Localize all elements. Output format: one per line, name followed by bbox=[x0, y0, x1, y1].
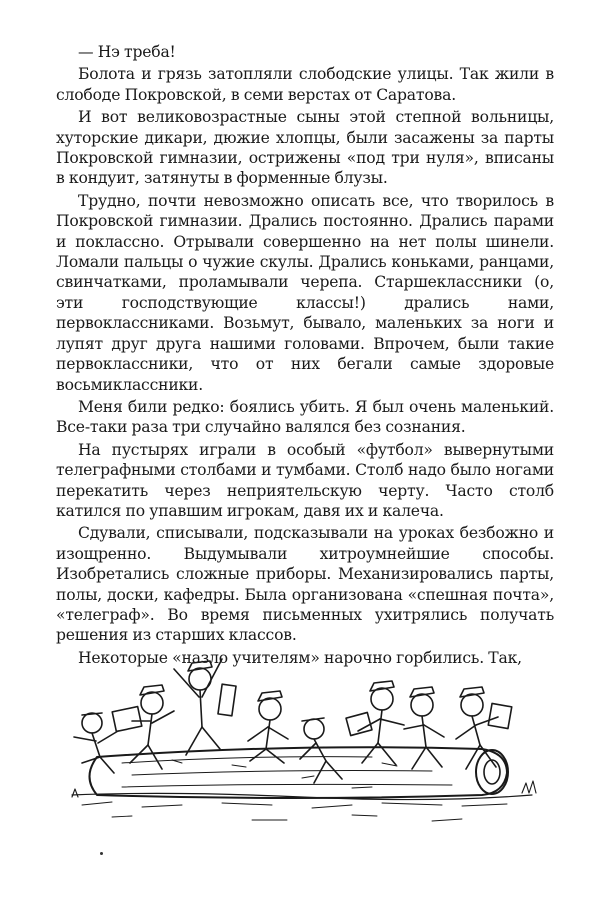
rolling-log bbox=[90, 747, 509, 798]
boys-fighting bbox=[346, 681, 444, 769]
boy-running bbox=[248, 691, 288, 763]
paragraph-beaten: Меня били редко: боялись убить. Я был очень маленький. Все-таки раза три случайно валялся без сознания. bbox=[56, 397, 554, 437]
text-column bbox=[56, 42, 554, 670]
paragraph-fights: Трудно, почти невозможно описать все, что творилось в Покровской гимназии. Дрались постоянно. Дрались парами и поклассно. Отрывали совершенно на нет полы шинели. Ломали пальцы о чужие скулы. Дрались коньками, ранцами, свинчатками, проламывали черепа. Старшеклассники (о, эти господствующие классы!) дрались нами, первоклассниками. Возьмут, бывало, маленьких за ноги и лупят друг друга нашими головами. Впрочем, были такие первоклассники, что от них бегали самые здоровые восьмиклассники. bbox=[56, 191, 554, 394]
boy-jumping bbox=[174, 659, 236, 755]
paragraph-cheating: Сдували, списывали, подсказывали на уроках безбожно и изощренно. Выдумывали хитроумнейшие способы. Изобретались сложные приборы. Механизировались парты, полы, доски, кафедры. Была организована «спешная почта», «телеграф». Во время письменных ухитрялись получать решения из старших классов. bbox=[56, 524, 554, 645]
paragraph-dialogue: — Нэ треба! bbox=[78, 43, 176, 61]
page-speck bbox=[100, 852, 103, 855]
boy-pushing bbox=[300, 718, 342, 783]
paragraph-football: На пустырях играли в особый «футбол» вывернутыми телеграфными столбами и тумбами. Столб надо было ногами перекатить через неприятельскую черту. Часто столб катился по упавшим игрокам, давя их и калеча. bbox=[56, 440, 554, 520]
paragraph-gymnasium: И вот великовозрастные сыны этой степной вольницы, хуторские дикари, дюжие хлопцы, были засажены за парты Покровской гимназии, острижены «под три нуля», вписаны в кондуит, затянуты в форменные блузы. bbox=[56, 108, 554, 188]
paragraph-sloboda: Болота и грязь затопляли слободские улицы. Так жили в слободе Покровской, в семи верстах от Саратова. bbox=[56, 65, 554, 104]
paragraph-hunched: Некоторые «назло учителям» нарочно горбились. Так, bbox=[78, 648, 522, 667]
boy-falling-left bbox=[74, 713, 118, 773]
schoolboys-log-illustration bbox=[52, 645, 552, 835]
boy-with-satchel bbox=[112, 685, 174, 769]
